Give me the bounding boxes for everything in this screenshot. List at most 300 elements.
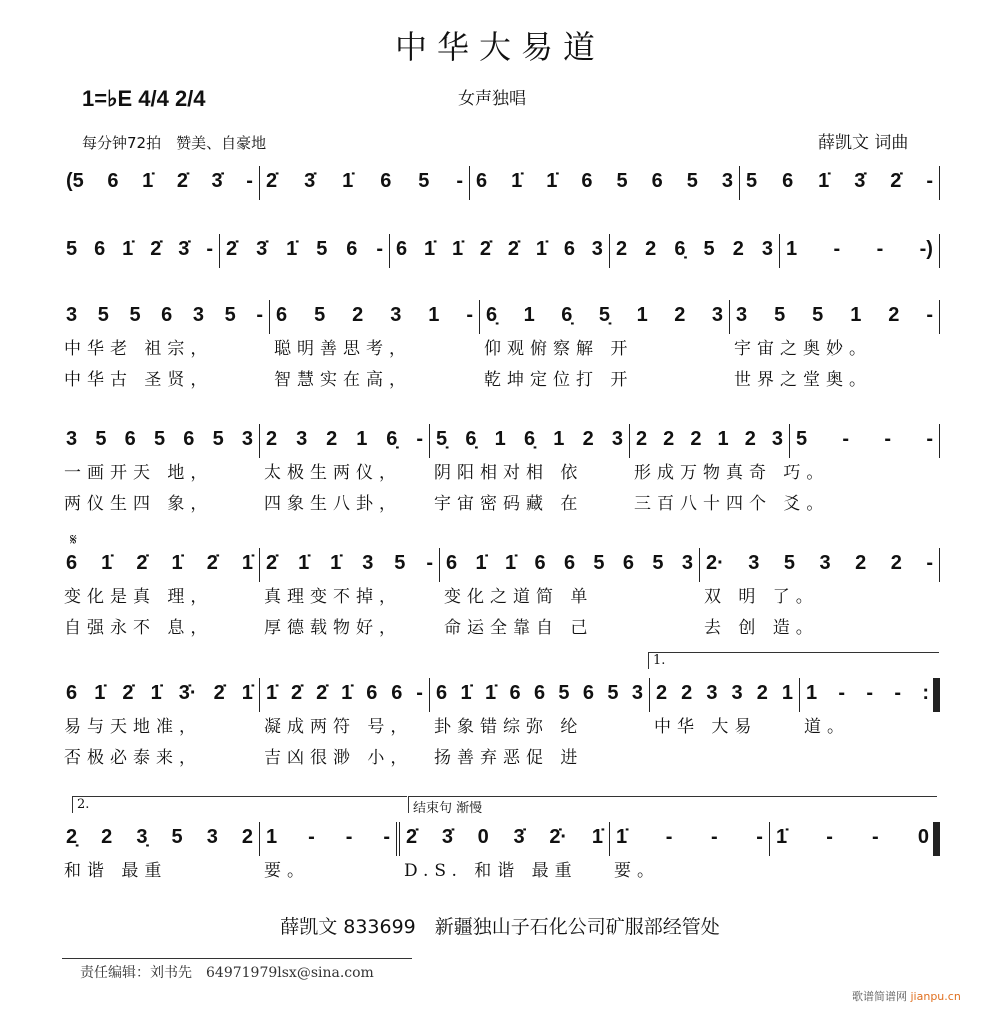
- note: 1̇: [616, 826, 628, 848]
- lyric-line-2: 宇宙密码藏 在: [434, 494, 584, 514]
- note: 3̇: [211, 170, 223, 192]
- note: -: [866, 682, 874, 704]
- measure-notes: [476, 166, 733, 196]
- note: 5: [394, 552, 406, 574]
- note: 3: [761, 238, 773, 260]
- lyric-line-1: 宇宙之奥妙。: [734, 339, 872, 359]
- key-signature: 1=♭E 4/4 2/4: [82, 86, 206, 111]
- lyric-line-1: 变化之道简 单: [444, 587, 594, 607]
- note: 3: [192, 304, 204, 326]
- note: 3: [631, 682, 643, 704]
- note: -: [456, 170, 463, 192]
- note: 1̇: [460, 682, 472, 704]
- measure: [730, 300, 940, 390]
- measure-notes: [706, 548, 933, 578]
- note: 5: [796, 428, 808, 450]
- note: 5: [703, 238, 715, 260]
- measure-notes: [406, 822, 603, 852]
- note: 6̣: [523, 428, 536, 450]
- note: 6̣: [386, 428, 398, 450]
- note: 1: [266, 826, 278, 848]
- note: 6: [391, 682, 403, 704]
- note: 3̣: [136, 826, 148, 848]
- measure-notes: [66, 166, 253, 196]
- watermark: [852, 988, 961, 1004]
- note: 3̇: [441, 826, 453, 848]
- note: -: [876, 238, 884, 260]
- note: 1̇: [341, 682, 353, 704]
- lyric-line-1: 双 明 了。: [704, 587, 819, 607]
- note: 6: [436, 682, 448, 704]
- measure-notes: [266, 548, 433, 578]
- note: -: [926, 428, 933, 450]
- measure: [220, 234, 390, 268]
- measure-notes: [616, 234, 773, 264]
- lyric-line-1: 阴阳相对相 依: [434, 463, 584, 483]
- lyric-line-2: 命运全靠自 己: [444, 618, 594, 638]
- note: -: [756, 826, 763, 848]
- measure: [260, 166, 470, 200]
- measure: [650, 678, 800, 737]
- note: 1̇: [122, 238, 134, 260]
- tempo-marking: 每分钟72拍 赞美、自豪地: [82, 134, 267, 152]
- note: 5: [418, 170, 430, 192]
- measure-notes: [436, 424, 623, 454]
- note: 2: [756, 682, 768, 704]
- note: 5: [812, 304, 824, 326]
- note: 1: [806, 682, 818, 704]
- note: 6: [107, 170, 119, 192]
- measure-notes: [656, 678, 793, 708]
- score-row: [60, 548, 940, 638]
- note: 2: [101, 826, 113, 848]
- note: 2: [674, 304, 686, 326]
- lyric-line-1: 太极生两仪，: [264, 463, 402, 483]
- note: -: [842, 428, 850, 450]
- measure-notes: [266, 678, 423, 708]
- note: 2: [890, 552, 902, 574]
- measure-notes: [66, 234, 213, 264]
- measure-notes: [276, 300, 473, 330]
- lyric-line-1: 和谐 最重: [64, 861, 168, 881]
- lyric-line-1: 一画开天 地，: [64, 463, 214, 483]
- lyric-line-1: 真理变不掉，: [264, 587, 402, 607]
- note: -: [926, 552, 933, 574]
- note: 5: [558, 682, 570, 704]
- note: 5: [224, 304, 236, 326]
- measure: [430, 678, 650, 768]
- lyric-line-1: 中华 大易: [654, 717, 758, 737]
- note: 1̇: [266, 682, 278, 704]
- measure: [480, 300, 730, 390]
- note: 6̣: [465, 428, 477, 450]
- measure: [260, 678, 430, 768]
- score-row: [60, 424, 940, 514]
- lyric-line-1: D.S. 和谐 最重: [404, 861, 578, 881]
- lyric-line-2: 去 创 造。: [704, 618, 819, 638]
- note: 0: [917, 826, 929, 848]
- measure: [270, 300, 480, 390]
- note: 1̇: [818, 170, 830, 192]
- note: 2̇·: [549, 826, 568, 848]
- note: 2: [266, 428, 278, 450]
- note: 1̇: [171, 552, 183, 574]
- note: 1̇: [475, 552, 487, 574]
- note: 3: [706, 682, 718, 704]
- measure-notes: [266, 166, 463, 196]
- measure-notes: [66, 678, 253, 708]
- note: 5: [95, 428, 107, 450]
- note: 1: [781, 682, 793, 704]
- note: 1̇: [423, 238, 436, 260]
- score-row: [60, 822, 940, 881]
- note: 0: [477, 826, 489, 848]
- note: 1̇: [241, 552, 253, 574]
- measure-notes: [66, 300, 263, 330]
- note: 1̇: [504, 552, 517, 574]
- segno-icon: 𝄋: [70, 530, 77, 549]
- lyric-line-2: 自强永不 息，: [64, 618, 214, 638]
- note: 2̇: [266, 170, 278, 192]
- note: 3: [748, 552, 760, 574]
- note: 3: [736, 304, 748, 326]
- note: 3: [819, 552, 831, 574]
- score-row: [60, 166, 940, 200]
- note: 1: [786, 238, 798, 260]
- note: -: [426, 552, 433, 574]
- note: 3: [241, 428, 253, 450]
- note: 2: [241, 826, 253, 848]
- note: 3̇·: [178, 682, 197, 704]
- measure-notes: [786, 234, 933, 264]
- lyric-line-2: 四象生八卦，: [264, 494, 402, 514]
- note: 3̇: [513, 826, 525, 848]
- note: 1̇: [330, 552, 342, 574]
- note: 5: [774, 304, 786, 326]
- note: :: [922, 682, 929, 704]
- score-row: [60, 300, 940, 390]
- note: 6: [476, 170, 488, 192]
- note: 2̇: [226, 238, 238, 260]
- note: 3: [591, 238, 603, 260]
- measure: [260, 548, 440, 638]
- measure-notes: [66, 424, 253, 454]
- note: -: [256, 304, 263, 326]
- note: 3: [362, 552, 374, 574]
- note: -: [376, 238, 383, 260]
- note: 3: [66, 304, 78, 326]
- lyric-line-2: 吉凶很渺 小，: [264, 748, 414, 768]
- note: 1̇: [546, 170, 558, 192]
- measure: [400, 822, 610, 881]
- note: 5: [783, 552, 796, 574]
- note: 2: [855, 552, 867, 574]
- note: 3: [711, 304, 723, 326]
- note: 6: [581, 170, 593, 192]
- note: -: [872, 826, 879, 848]
- note: -): [919, 238, 933, 260]
- note: -: [416, 428, 423, 450]
- note: 2: [326, 428, 338, 450]
- measure: [60, 424, 260, 514]
- note: 3: [611, 428, 623, 450]
- measure-notes: [446, 548, 693, 578]
- watermark-text: 歌谱简谱网: [852, 990, 907, 1003]
- note: 5: [316, 238, 328, 260]
- note: 2̇: [507, 238, 519, 260]
- note: 5: [129, 304, 141, 326]
- note: 2̇: [291, 682, 303, 704]
- measure: [770, 822, 940, 856]
- note: 6: [366, 682, 378, 704]
- note: 3̇: [256, 238, 268, 260]
- measure: [800, 678, 940, 737]
- note: 2: [732, 238, 744, 260]
- song-title: 中华大易道: [394, 28, 605, 66]
- note: 2̇: [316, 682, 328, 704]
- note: 2: [744, 428, 756, 450]
- note: 1̇: [94, 682, 106, 704]
- note: 1: [636, 304, 648, 326]
- note: 2: [352, 304, 364, 326]
- note: 1̇: [342, 170, 354, 192]
- note: 5: [593, 552, 605, 574]
- note: 6: [66, 682, 78, 704]
- measure: [260, 822, 400, 881]
- note: 5: [153, 428, 166, 450]
- lyric-line-2: 扬善弃恶促 进: [434, 748, 584, 768]
- note: 6: [446, 552, 458, 574]
- note: -: [833, 238, 841, 260]
- measure: [60, 300, 270, 390]
- note: 6: [582, 682, 595, 704]
- lyric-line-1: 要。: [614, 861, 660, 881]
- measure-notes: [636, 424, 783, 454]
- note: 6: [161, 304, 173, 326]
- note: 6: [563, 552, 576, 574]
- note: 1̇: [150, 682, 162, 704]
- footer-credit: 薛凯文 833699 新疆独山子石化公司矿服部经管处: [280, 916, 720, 938]
- note: 5: [607, 682, 619, 704]
- note: -: [826, 826, 833, 848]
- divider: [62, 958, 412, 959]
- note: 6: [782, 170, 794, 192]
- lyric-line-2: 两仪生四 象，: [64, 494, 214, 514]
- note: 2̣: [66, 826, 78, 848]
- note: 3̇: [304, 170, 316, 192]
- note: 5: [212, 428, 224, 450]
- note: 2̇: [406, 826, 418, 848]
- score-row: [60, 234, 940, 268]
- note: 2̇: [122, 682, 134, 704]
- note: -: [246, 170, 253, 192]
- note: 1̇: [286, 238, 298, 260]
- measure-notes: [616, 822, 763, 852]
- note: 5: [171, 826, 183, 848]
- ending-label: 结束句 渐慢: [408, 796, 937, 813]
- note: 5: [616, 170, 628, 192]
- note: 3: [771, 428, 783, 450]
- note: 1: [494, 428, 506, 450]
- lyric-line-2: 否极必泰来，: [64, 748, 202, 768]
- note: 1: [850, 304, 862, 326]
- note: 2: [690, 428, 702, 450]
- editor-credit: 责任编辑：刘书先 64971979lsx@sina.com: [80, 965, 374, 981]
- note: 1̇: [142, 170, 154, 192]
- measure-notes: [486, 300, 723, 330]
- lyric-line-1: 要。: [264, 861, 310, 881]
- note: 2̇: [479, 238, 492, 260]
- measure-notes: [806, 678, 929, 708]
- note: 5̣: [598, 304, 611, 326]
- measure-notes: [66, 822, 253, 852]
- note: 6: [622, 552, 635, 574]
- measure: [260, 424, 430, 514]
- measure: [60, 678, 260, 768]
- measure: [390, 234, 610, 268]
- note: 2̇: [266, 552, 278, 574]
- note: -: [711, 826, 718, 848]
- note: 1: [428, 304, 440, 326]
- note: 6̣: [486, 304, 498, 326]
- measure: [780, 234, 940, 268]
- lyric-line-2: 厚德载物好，: [264, 618, 402, 638]
- measure-notes: [266, 822, 390, 852]
- note: 6: [124, 428, 136, 450]
- measure: [440, 548, 700, 638]
- measure: [60, 234, 220, 268]
- note: 6: [66, 552, 78, 574]
- note: 1̇: [451, 238, 464, 260]
- measure-notes: [226, 234, 383, 264]
- note: 2̇: [890, 170, 902, 192]
- note: 3: [681, 552, 693, 574]
- note: 6̣: [561, 304, 573, 326]
- note: 2: [663, 428, 675, 450]
- lyric-line-1: 聪明善思考，: [274, 339, 412, 359]
- note: 3: [66, 428, 78, 450]
- note: 2̇: [176, 170, 188, 192]
- note: 3: [721, 170, 733, 192]
- note: -: [838, 682, 846, 704]
- note: -: [308, 826, 315, 848]
- note: 1: [523, 304, 535, 326]
- lyric-line-1: 卦象错综弥 纶: [434, 717, 584, 737]
- note: 5: [314, 304, 326, 326]
- note: 2̇: [213, 682, 225, 704]
- measure: [740, 166, 940, 200]
- note: 5: [66, 238, 78, 260]
- note: 3: [731, 682, 743, 704]
- note: 2: [636, 428, 648, 450]
- measure: [610, 234, 780, 268]
- note: 3: [296, 428, 308, 450]
- lyric-line-2: 乾坤定位打 开: [484, 370, 634, 390]
- voice-type: 女声独唱: [458, 89, 526, 109]
- note: 6: [94, 238, 106, 260]
- measure: [470, 166, 740, 200]
- measure: [610, 822, 770, 881]
- measure-notes: [776, 822, 929, 852]
- measure: [430, 424, 630, 514]
- note: 2: [616, 238, 628, 260]
- note: -: [466, 304, 473, 326]
- lyric-line-2: 世界之堂奥。: [734, 370, 872, 390]
- lyric-line-1: 中华老 祖宗，: [64, 339, 214, 359]
- note: 2·: [706, 552, 724, 574]
- note: 1̇: [511, 170, 523, 192]
- note: 6: [183, 428, 195, 450]
- note: 1̇: [535, 238, 547, 260]
- note: 2̇: [206, 552, 218, 574]
- note: 6: [563, 238, 575, 260]
- note: -: [665, 826, 673, 848]
- note: 1̇: [484, 682, 497, 704]
- lyric-line-2: 中华古 圣贤，: [64, 370, 214, 390]
- score-row: [60, 678, 940, 768]
- measure-notes: [736, 300, 933, 330]
- note: 2: [888, 304, 900, 326]
- lyric-line-1: 形成万物真奇 巧。: [634, 463, 830, 483]
- note: 5: [686, 170, 698, 192]
- note: 3̇: [178, 238, 190, 260]
- volta-2: 2.: [72, 796, 407, 813]
- note: -: [206, 238, 213, 260]
- measure-notes: [746, 166, 933, 196]
- note: 5̣: [436, 428, 448, 450]
- measure: [60, 822, 260, 881]
- note: -: [416, 682, 423, 704]
- note: 6: [533, 682, 546, 704]
- measure: [790, 424, 940, 458]
- note: 1̇: [241, 682, 253, 704]
- note: -: [926, 304, 933, 326]
- note: 6: [534, 552, 546, 574]
- note: 2: [582, 428, 594, 450]
- measure-notes: [66, 548, 253, 578]
- measure-notes: [436, 678, 643, 708]
- note: 6: [276, 304, 288, 326]
- note: 5: [746, 170, 758, 192]
- note: -: [345, 826, 353, 848]
- note: -: [383, 826, 390, 848]
- note: 3: [206, 826, 218, 848]
- note: -: [926, 170, 933, 192]
- note: 6: [509, 682, 521, 704]
- note: -: [884, 428, 892, 450]
- note: 6: [396, 238, 408, 260]
- note: 2: [681, 682, 693, 704]
- note: 1̇: [298, 552, 310, 574]
- note: 6: [380, 170, 392, 192]
- note: 1̇: [101, 552, 113, 574]
- note: 1: [717, 428, 729, 450]
- watermark-url: jianpu.cn: [910, 990, 961, 1003]
- note: 1: [553, 428, 565, 450]
- lyric-line-2: 三百八十四个 爻。: [634, 494, 830, 514]
- lyric-line-1: 凝成两符 号，: [264, 717, 414, 737]
- measure: [60, 166, 260, 200]
- measure: [630, 424, 830, 514]
- measure: [60, 548, 260, 638]
- lyric-line-1: 变化是真 理，: [64, 587, 214, 607]
- note: -: [894, 682, 902, 704]
- note: 2̇: [136, 552, 148, 574]
- note: 3: [390, 304, 402, 326]
- measure: [700, 548, 940, 638]
- note: 6: [651, 170, 663, 192]
- note: 5: [97, 304, 109, 326]
